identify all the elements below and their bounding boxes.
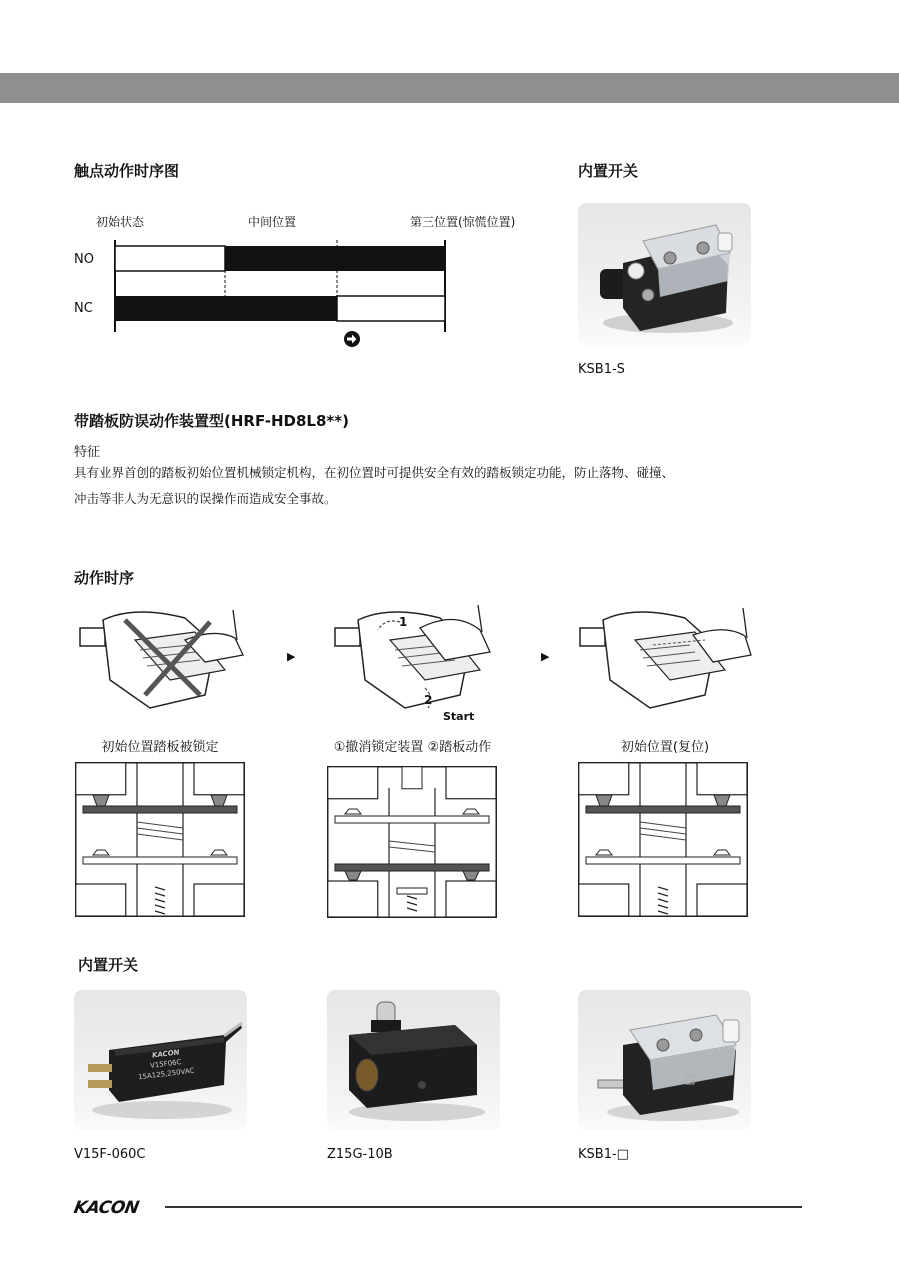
v15f-model-print: V15F06C (149, 1058, 182, 1070)
step-caption-2: ①撤消锁定装置 ②踏板动作 (333, 740, 492, 755)
model-z15g-10b: Z15G-10B (327, 1147, 393, 1162)
v15f-brand-print: KACON (151, 1048, 180, 1060)
builtin-switch-title-top: 内置开关 (578, 162, 639, 180)
pedal-reset-illustration (575, 600, 760, 720)
mechanism-diagram-pressed (327, 766, 497, 918)
v15f-rating-print: 15A125,250VAC (137, 1066, 195, 1082)
builtin-switch-title-bottom: 内置开关 (78, 956, 139, 974)
nc-closed-segment (115, 296, 337, 321)
mechanism-diagram-reset (578, 762, 748, 917)
product-title: 带踏板防误动作装置型(HRF-HD8L8**) (74, 412, 349, 430)
row-label-nc: NC (74, 301, 93, 316)
step-caption-1: 初始位置踏板被锁定 (101, 740, 219, 755)
v15f-060c-photo (74, 990, 247, 1130)
state-label-middle: 中间位置 (248, 215, 297, 229)
footer-rule (165, 1206, 802, 1208)
footer-brand-logo: KACON (72, 1198, 141, 1218)
pedal-released-illustration (330, 600, 510, 720)
action-sequence-title: 动作时序 (74, 569, 135, 587)
state-label-initial: 初始状态 (96, 215, 145, 229)
state-label-third: 第三位置(惊慌位置) (410, 215, 516, 229)
ksb1-photo (578, 990, 751, 1130)
start-label: Start (443, 710, 475, 723)
step-caption-3: 初始位置(复位) (620, 740, 710, 755)
model-ksb1-s: KSB1-S (578, 362, 625, 377)
row-label-no: NO (74, 252, 94, 267)
sequence-arrow-1: ▶ (287, 650, 296, 663)
model-v15f-060c: V15F-060C (74, 1147, 146, 1162)
step-number-2: 2 (424, 693, 433, 707)
z15g-10b-photo (327, 990, 500, 1130)
step-number-1: 1 (399, 615, 408, 629)
nc-open-segment (337, 296, 445, 321)
feature-heading: 特征 (74, 445, 101, 460)
feature-text-line2: 冲击等非人为无意识的误操作而造成安全事故。 (74, 491, 337, 506)
no-closed-segment (225, 246, 445, 271)
pedal-locked-illustration (75, 600, 255, 720)
sequence-arrow-2: ▶ (541, 650, 550, 663)
mechanism-diagram-locked (75, 762, 245, 917)
model-ksb1: KSB1-□ (578, 1147, 629, 1162)
header-bar (0, 73, 899, 103)
feature-text-line1: 具有业界首创的踏板初始位置机械锁定机构，在初位置时可提供安全有效的踏板锁定功能，防止落物、碰撞、 (74, 465, 675, 480)
circle-arrow-right-icon (343, 330, 361, 348)
timing-section-title: 触点动作时序图 (74, 162, 180, 180)
no-open-segment (115, 246, 225, 271)
ksb1-s-photo (578, 203, 751, 345)
timing-diagram (100, 232, 460, 352)
